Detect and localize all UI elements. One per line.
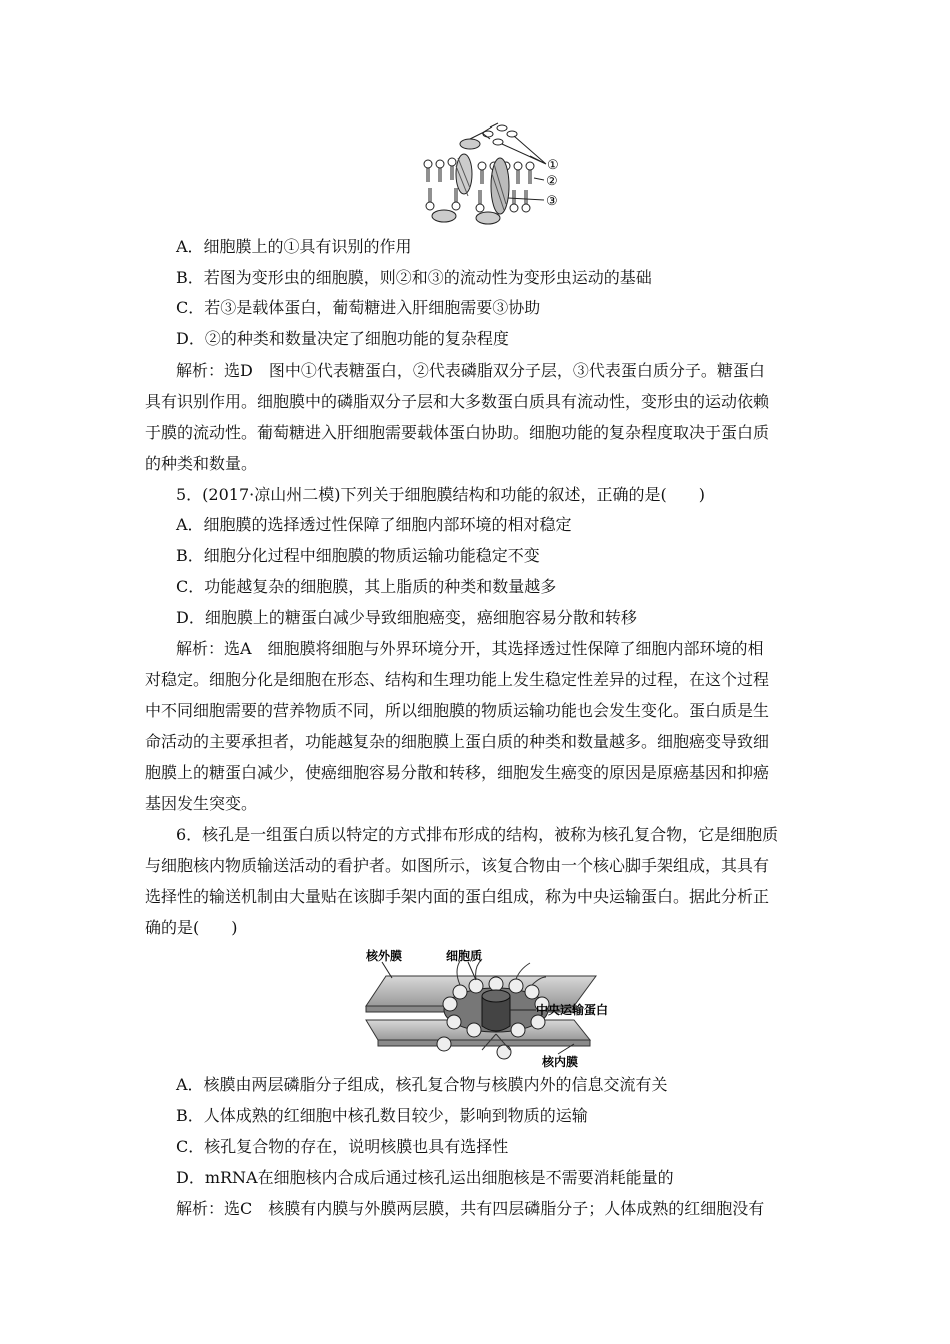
q6-option-c: C．核孔复合物的存在，说明核膜也具有选择性 xyxy=(176,1137,509,1156)
label-2: ② xyxy=(546,174,558,189)
q4-option-c: C．若③是载体蛋白，葡萄糖进入肝细胞需要③协助 xyxy=(176,298,541,317)
q5-analysis-line: 中不同细胞需要的营养物质不同，所以细胞膜的物质运输功能也会发生变化。蛋白质是生 xyxy=(145,701,770,720)
q6-stem-line: 与细胞核内物质输送活动的看护者。如图所示，该复合物由一个核心脚手架组成，其具有 xyxy=(145,856,770,875)
q5-option-d: D．细胞膜上的糖蛋白减少导致细胞癌变，癌细胞容易分散和转移 xyxy=(176,608,637,627)
cell-membrane-figure xyxy=(418,122,566,230)
q6-stem-line: 6．核孔是一组蛋白质以特定的方式排布形成的结构，被称为核孔复合物，它是细胞质 xyxy=(176,825,779,844)
q5-analysis-line: 基因发生突变。 xyxy=(145,794,258,813)
q6-option-d: D．mRNA在细胞核内合成后通过核孔运出细胞核是不需要消耗能量的 xyxy=(176,1168,674,1187)
q4-option-a: A．细胞膜上的①具有识别的作用 xyxy=(176,237,412,256)
q6-stem-line: 确的是( ) xyxy=(145,918,238,937)
nuclear-pore-figure xyxy=(364,948,626,1068)
q5-option-c: C．功能越复杂的细胞膜，其上脂质的种类和数量越多 xyxy=(176,577,557,596)
label-outer-membrane: 核外膜 xyxy=(366,949,403,963)
label-cytoplasm: 细胞质 xyxy=(446,949,483,963)
label-3: ③ xyxy=(546,194,558,209)
q5-option-a: A．细胞膜的选择透过性保障了细胞内部环境的相对稳定 xyxy=(176,515,572,534)
q4-option-b: B．若图为变形虫的细胞膜，则②和③的流动性为变形虫运动的基础 xyxy=(176,268,652,287)
q5-stem: 5．(2017·凉山州二模)下列关于细胞膜结构和功能的叙述，正确的是( ) xyxy=(176,485,705,504)
q5-analysis-line: 解析：选A 细胞膜将细胞与外界环境分开，其选择透过性保障了细胞内部环境的相 xyxy=(176,639,764,658)
q6-analysis-line: 解析：选C 核膜有内膜与外膜两层膜，共有四层磷脂分子；人体成熟的红细胞没有 xyxy=(176,1199,765,1218)
q4-analysis-line: 于膜的流动性。葡萄糖进入肝细胞需要载体蛋白协助。细胞功能的复杂程度取决于蛋白质 xyxy=(145,423,770,442)
q4-analysis-line: 具有识别作用。细胞膜中的磷脂双分子层和大多数蛋白质具有流动性，变形虫的运动依赖 xyxy=(145,392,770,411)
label-central-transport-protein: 中央运输蛋白 xyxy=(536,1003,609,1017)
q4-analysis-line: 解析：选D 图中①代表糖蛋白，②代表磷脂双分子层，③代表蛋白质分子。糖蛋白 xyxy=(176,361,765,380)
q6-option-b: B．人体成熟的红细胞中核孔数目较少，影响到物质的运输 xyxy=(176,1106,588,1125)
q5-option-b: B．细胞分化过程中细胞膜的物质运输功能稳定不变 xyxy=(176,546,540,565)
q4-option-d: D．②的种类和数量决定了细胞功能的复杂程度 xyxy=(176,329,509,348)
q4-analysis-line: 的种类和数量。 xyxy=(145,454,258,473)
q5-analysis-line: 命活动的主要承担者，功能越复杂的细胞膜上蛋白质的种类和数量越多。细胞癌变导致细 xyxy=(145,732,770,751)
label-inner-membrane: 核内膜 xyxy=(542,1055,579,1068)
q5-analysis-line: 胞膜上的糖蛋白减少，使癌细胞容易分散和转移，细胞发生癌变的原因是原癌基因和抑癌 xyxy=(145,763,770,782)
label-1: ① xyxy=(547,158,559,173)
q6-stem-line: 选择性的输送机制由大量贴在该脚手架内面的蛋白组成，称为中央运输蛋白。据此分析正 xyxy=(145,887,770,906)
q6-option-a: A．核膜由两层磷脂分子组成，核孔复合物与核膜内外的信息交流有关 xyxy=(176,1075,668,1094)
q5-analysis-line: 对稳定。细胞分化是细胞在形态、结构和生理功能上发生稳定性差异的过程，在这个过程 xyxy=(145,670,770,689)
